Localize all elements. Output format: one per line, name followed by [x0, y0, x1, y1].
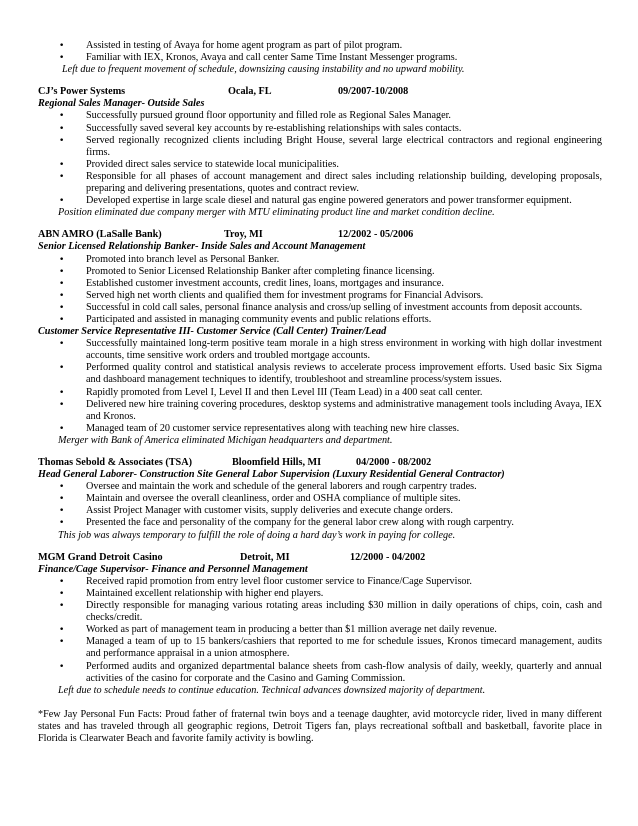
- job-location: Detroit, MI: [240, 551, 290, 563]
- bullet-item: • Worked as part of management team in producing a better than $1 million average net daily revenue.: [38, 624, 602, 636]
- intro-section: [38, 40, 602, 76]
- job-dates: 09/2007-10/2008: [338, 86, 409, 98]
- job-dates: 12/2000 - 04/2002: [350, 551, 426, 563]
- departure-note: Merger with Bank of America eliminated Michigan headquarters and department.: [58, 434, 393, 446]
- job-dates: 04/2000 - 08/2002: [356, 457, 432, 468]
- job-bullet-list: [38, 254, 602, 327]
- job-location: Bloomfield Hills, MI: [232, 457, 322, 468]
- personal-fun-facts: *Few Jay Personal Fun Facts: Proud father of fraternal twin boys and a teenage daughter, avid motorcycle rider, lived in many different states and has traveled through all geographic regions, Detroit Tigers fan, plays recreational softball and basketball, favorite place in Florida is Clearwater Beach and favorite family activity is bowling.: [38, 708, 602, 744]
- departure-note: Position eliminated due company merger with MTU eliminating product line and market condition decline.: [58, 207, 495, 219]
- job-title: Customer Service Representative III- Customer Service (Call Center) Trainer/Lead: [38, 326, 387, 338]
- job-company: Thomas Sebold & Associates (TSA): [38, 457, 192, 468]
- job-bullet-list: [38, 576, 602, 685]
- job-entry-thomas-sebold: [38, 457, 602, 542]
- job-header: [38, 457, 602, 469]
- bullet-item: • Successfully pursued ground floor opportunity and filled role as Regional Sales Manager.: [38, 110, 602, 122]
- departure-note: Left due to frequent movement of schedule, downsizing causing instability and no upward mobility.: [62, 64, 465, 76]
- bullet-item: • Participated and assisted in managing community events and public relations efforts.: [38, 314, 602, 326]
- bullet-item: • Established customer investment accounts, credit lines, loans, mortgages and insurance.: [38, 278, 602, 290]
- bullet-item: • Successfully maintained long-term positive team morale in a high stress environment in working with high dollar investment accounts, time sensitive work orders and troubled mortgage accounts.: [38, 338, 602, 362]
- bullet-item: • Performed audits and organized departmental balance sheets from cash-flow analysis of daily, weekly, quarterly and annual activities of the casino for corporate and the Casino and Gaming Commission.: [38, 661, 602, 685]
- bullet-item: • Assisted in testing of Avaya for home agent program as part of pilot program.: [38, 40, 602, 52]
- bullet-item: • Developed expertise in large scale diesel and natural gas engine powered generators and power transformer equipment.: [38, 195, 602, 207]
- job-bullet-list: [38, 481, 602, 529]
- bullet-item: • Oversee and maintain the work and schedule of the general laborers and rough carpentry trades.: [38, 481, 602, 493]
- job-header: [38, 552, 602, 564]
- bullet-item: • Maintain and oversee the overall cleanliness, order and OSHA compliance of multiple sites.: [38, 493, 602, 505]
- job-header: [38, 86, 602, 98]
- job-header: [38, 229, 602, 241]
- bullet-item: • Managed a team of up to 15 bankers/cashiers that reported to me for schedule issues, Kronos timecard management, audits and performance appraisal in a union atmosphere.: [38, 636, 602, 660]
- bullet-item: • Served high net worth clients and qualified them for investment programs for Financial Advisors.: [38, 290, 602, 302]
- bullet-item: • Presented the face and personality of the company for the general labor crew along with rough carpentry.: [38, 517, 602, 529]
- bullet-item: • Promoted to Senior Licensed Relationship Banker after completing finance licensing.: [38, 266, 602, 278]
- job-entry-abn-amro: [38, 229, 602, 447]
- job-company: ABN AMRO (LaSalle Bank): [38, 229, 162, 241]
- bullet-item: • Promoted into branch level as Personal Banker.: [38, 254, 602, 266]
- job-entry-cjs-power-systems: [38, 86, 602, 219]
- bullet-item: • Delivered new hire training covering procedures, desktop systems and administrative management tools including Avaya, IEX and Kronos.: [38, 399, 602, 423]
- job-bullet-list: [38, 338, 602, 435]
- departure-note: Left due to schedule needs to continue education. Technical advances downsized majority of department.: [58, 684, 486, 696]
- bullet-item: • Directly responsible for managing various rotating areas including $30 million in daily operations of chips, coin, cash and checks/credit.: [38, 600, 602, 624]
- job-location: Ocala, FL: [228, 86, 272, 98]
- bullet-item: • Responsible for all phases of account management and direct sales including relationship building, developing proposals, preparing and delivering presentations, quotes and contract review.: [38, 171, 602, 195]
- job-entry-mgm-grand: [38, 552, 602, 697]
- job-title: Finance/Cage Supervisor- Finance and Personnel Management: [38, 563, 308, 575]
- bullet-item: • Managed team of 20 customer service representatives along with teaching new hire classes.: [38, 423, 602, 435]
- bullet-item: • Successfully saved several key accounts by re-establishing relationships with sales contacts.: [38, 123, 602, 135]
- bullet-item: • Successful in cold call sales, personal finance analysis and cross/up selling of investment accounts from deposit accounts.: [38, 302, 602, 314]
- job-title: Senior Licensed Relationship Banker- Inside Sales and Account Management: [38, 241, 366, 253]
- job-bullet-list: [38, 110, 602, 207]
- bullet-item: • Received rapid promotion from entry level floor customer service to Finance/Cage Supervisor.: [38, 576, 602, 588]
- bullet-item: • Rapidly promoted from Level I, Level II and then Level III (Team Lead) in a 400 seat call center.: [38, 387, 602, 399]
- bullet-item: • Familiar with IEX, Kronos, Avaya and call center Same Time Instant Messenger programs.: [38, 52, 602, 64]
- job-title: Head General Laborer- Construction Site General Labor Supervision (Luxury Residential General Contractor): [38, 469, 505, 481]
- job-dates: 12/2002 - 05/2006: [338, 229, 414, 241]
- bullet-item: • Served regionally recognized clients including Bright House, several large electrical contractors and regional engineering firms.: [38, 135, 602, 159]
- job-company: CJ’s Power Systems: [38, 86, 126, 98]
- bullet-item: • Assist Project Manager with customer visits, supply deliveries and execute change orders.: [38, 505, 602, 517]
- bullet-item: • Provided direct sales service to statewide local municipalities.: [38, 159, 602, 171]
- resume-page: [38, 40, 602, 755]
- job-title: Regional Sales Manager- Outside Sales: [38, 98, 205, 110]
- bullet-item: • Maintained excellent relationship with higher end players.: [38, 588, 602, 600]
- departure-note: This job was always temporary to fulfill the role of doing a hard day’s work in paying for college.: [58, 529, 456, 541]
- job-location: Troy, MI: [224, 229, 263, 241]
- job-company: MGM Grand Detroit Casino: [38, 551, 163, 563]
- bullet-item: • Performed quality control and statistical analysis reviews to accelerate process improvement efforts. Used basic Six Sigma and dashboard management techniques to identify, troubleshoot and streamline process/system issues.: [38, 362, 602, 386]
- intro-bullet-list: [38, 40, 602, 64]
